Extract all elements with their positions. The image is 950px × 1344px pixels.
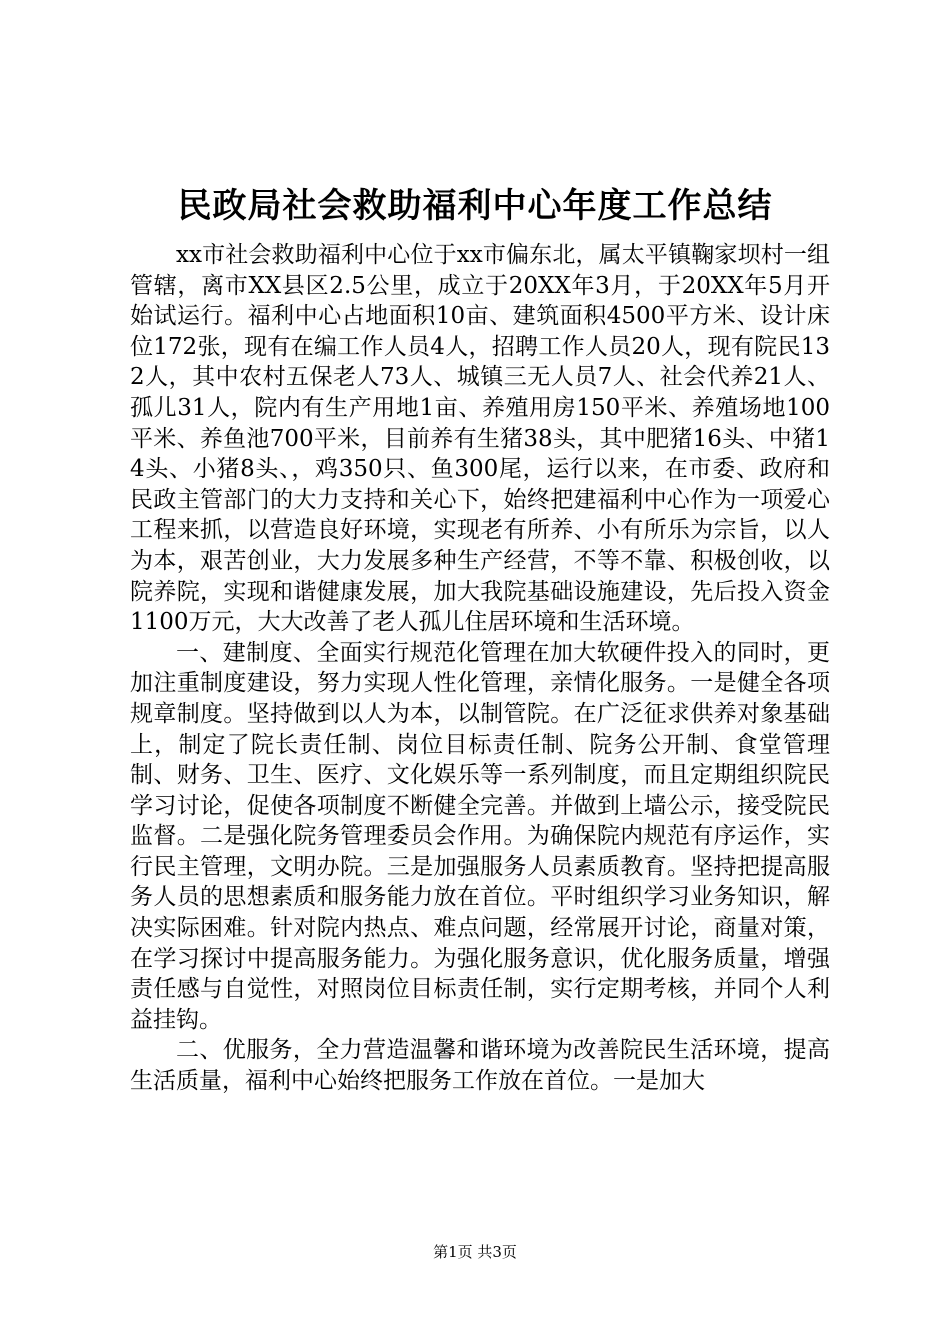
document-body [130,240,830,1097]
paragraph-section-one: 一、建制度、全面实行规范化管理在加大软硬件投入的同时，更加注重制度建设，努力实现人性化管理，亲情化服务。一是健全各项规章制度。坚持做到以人为本，以制管院。在广泛征求供养对象基础上，制定了院长责任制、岗位目标责任制、院务公开制、食堂管理制、财务、卫生、医疗、文化娱乐等一系列制度，而且定期组织院民学习讨论，促使各项制度不断健全完善。并做到上墙公示，接受院民监督。二是强化院务管理委员会作用。为确保院内规范有序运作，实行民主管理，文明办院。三是加强服务人员素质教育。坚持把提高服务人员的思想素质和服务能力放在首位。平时组织学习业务知识，解决实际困难。针对院内热点、难点问题，经常展开讨论，商量对策，在学习探讨中提高服务能力。为强化服务意识，优化服务质量，增强责任感与自觉性，对照岗位目标责任制，实行定期考核，并同个人利益挂钩。 [130,639,830,1033]
document-title: 民政局社会救助福利中心年度工作总结 [177,186,773,226]
page-footer: 第1页 共3页 [433,1243,517,1261]
paragraph-intro: xx市社会救助福利中心位于xx市偏东北，属太平镇鞠家坝村一组管辖，离市XX县区2.5公里，成立于20XX年3月，于20XX年5月开始试运行。福利中心占地面积10亩、建筑面积4500平方米、设计床位172张，现有在编工作人员4人，招聘工作人员20人，现有院民132人，其中农村五保老人73人、城镇三无人员7人、社会代养21人、孤儿31人，院内有生产用地1亩、养殖用房150平米、养殖场地100平米、养鱼池700平米，目前养有生猪38头，其中肥猪16头、中猪14头、小猪8头、，鸡350只、鱼300尾，运行以来，在市委、政府和民政主管部门的大力支持和关心下，始终把建福利中心作为一项爱心工程来抓，以营造良好环境，实现老有所养、小有所乐为宗旨，以人为本，艰苦创业，大力发展多种生产经营，不等不靠、积极创收，以院养院，实现和谐健康发展，加大我院基础设施建设，先后投入资金1100万元，大大改善了老人孤儿住居环境和生活环境。 [130,242,830,636]
paragraph-section-two: 二、优服务，全力营造温馨和谐环境为改善院民生活环境，提高生活质量，福利中心始终把服务工作放在首位。一是加大 [130,1037,830,1095]
